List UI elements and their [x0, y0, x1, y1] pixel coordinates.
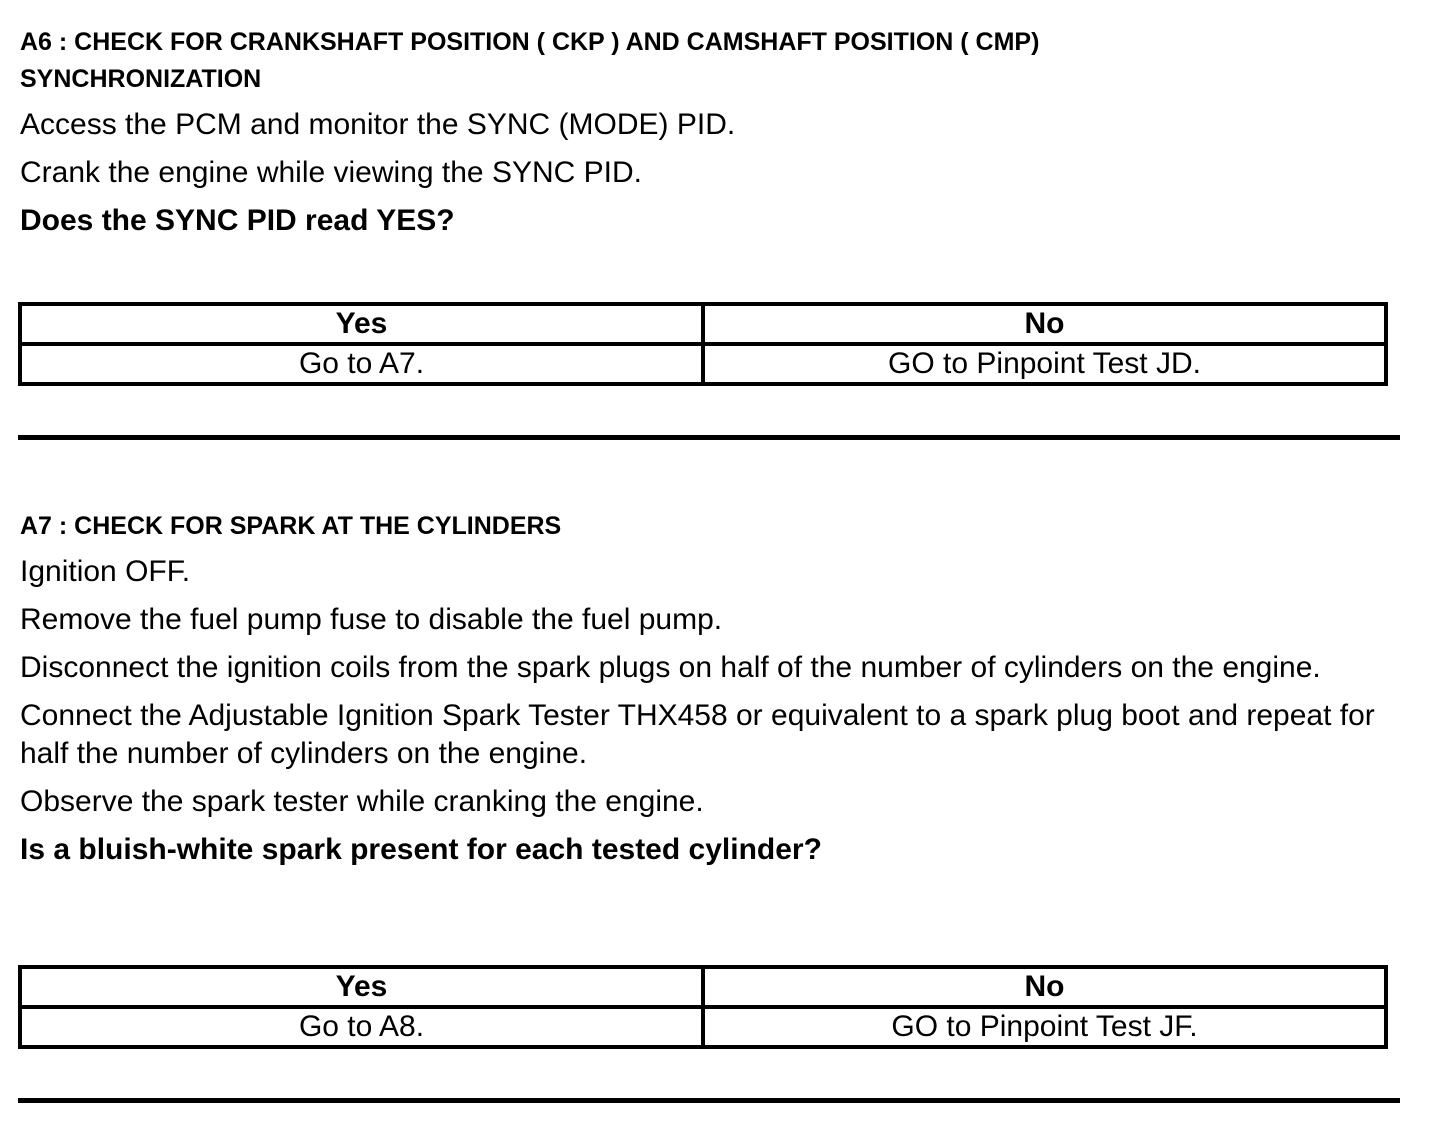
- table-header-row: [20, 967, 1386, 1007]
- step-a7-instruction-1: Ignition OFF.: [20, 555, 191, 588]
- step-a7-instruction-5: Observe the spark tester while cranking the engine.: [20, 785, 704, 818]
- step-a6-title: A6 : CHECK FOR CRANKSHAFT POSITION ( CKP ) AND CAMSHAFT POSITION ( CMP) SYNCHRONIZATION: [20, 28, 1040, 93]
- step-a7-instruction-2: Remove the fuel pump fuse to disable the fuel pump.: [20, 603, 723, 636]
- step-a6-instruction-2: Crank the engine while viewing the SYNC PID.: [20, 156, 642, 189]
- step-a7-question: Is a bluish-white spark present for each tested cylinder?: [20, 833, 822, 866]
- yes-action: Go to A8.: [20, 1007, 703, 1047]
- section-divider: [18, 435, 1400, 440]
- table-row: [20, 1007, 1386, 1047]
- table-header-row: [20, 304, 1386, 344]
- yes-header: Yes: [20, 967, 703, 1007]
- step-a7-instruction-4: Connect the Adjustable Ignition Spark Tester THX458 or equivalent to a spark plug boot and repeat for half the number of cylinders on the engine.: [20, 699, 1375, 770]
- step-a7-instruction-3: Disconnect the ignition coils from the spark plugs on half of the number of cylinders on the engine.: [20, 651, 1321, 684]
- no-header: No: [703, 967, 1386, 1007]
- step-a7-decision-table: [18, 965, 1388, 1049]
- table-row: [20, 344, 1386, 384]
- no-action: GO to Pinpoint Test JD.: [703, 344, 1386, 384]
- step-a6: [20, 24, 1400, 240]
- yes-header: Yes: [20, 304, 703, 344]
- step-a6-instruction-1: Access the PCM and monitor the SYNC (MODE) PID.: [20, 108, 736, 141]
- no-action: GO to Pinpoint Test JF.: [703, 1007, 1386, 1047]
- step-a7-title: A7 : CHECK FOR SPARK AT THE CYLINDERS: [20, 512, 562, 540]
- step-a7: [20, 508, 1400, 869]
- step-a6-question: Does the SYNC PID read YES?: [20, 204, 455, 237]
- no-header: No: [703, 304, 1386, 344]
- section-divider: [18, 1098, 1400, 1103]
- step-a6-decision-table: [18, 302, 1388, 386]
- yes-action: Go to A7.: [20, 344, 703, 384]
